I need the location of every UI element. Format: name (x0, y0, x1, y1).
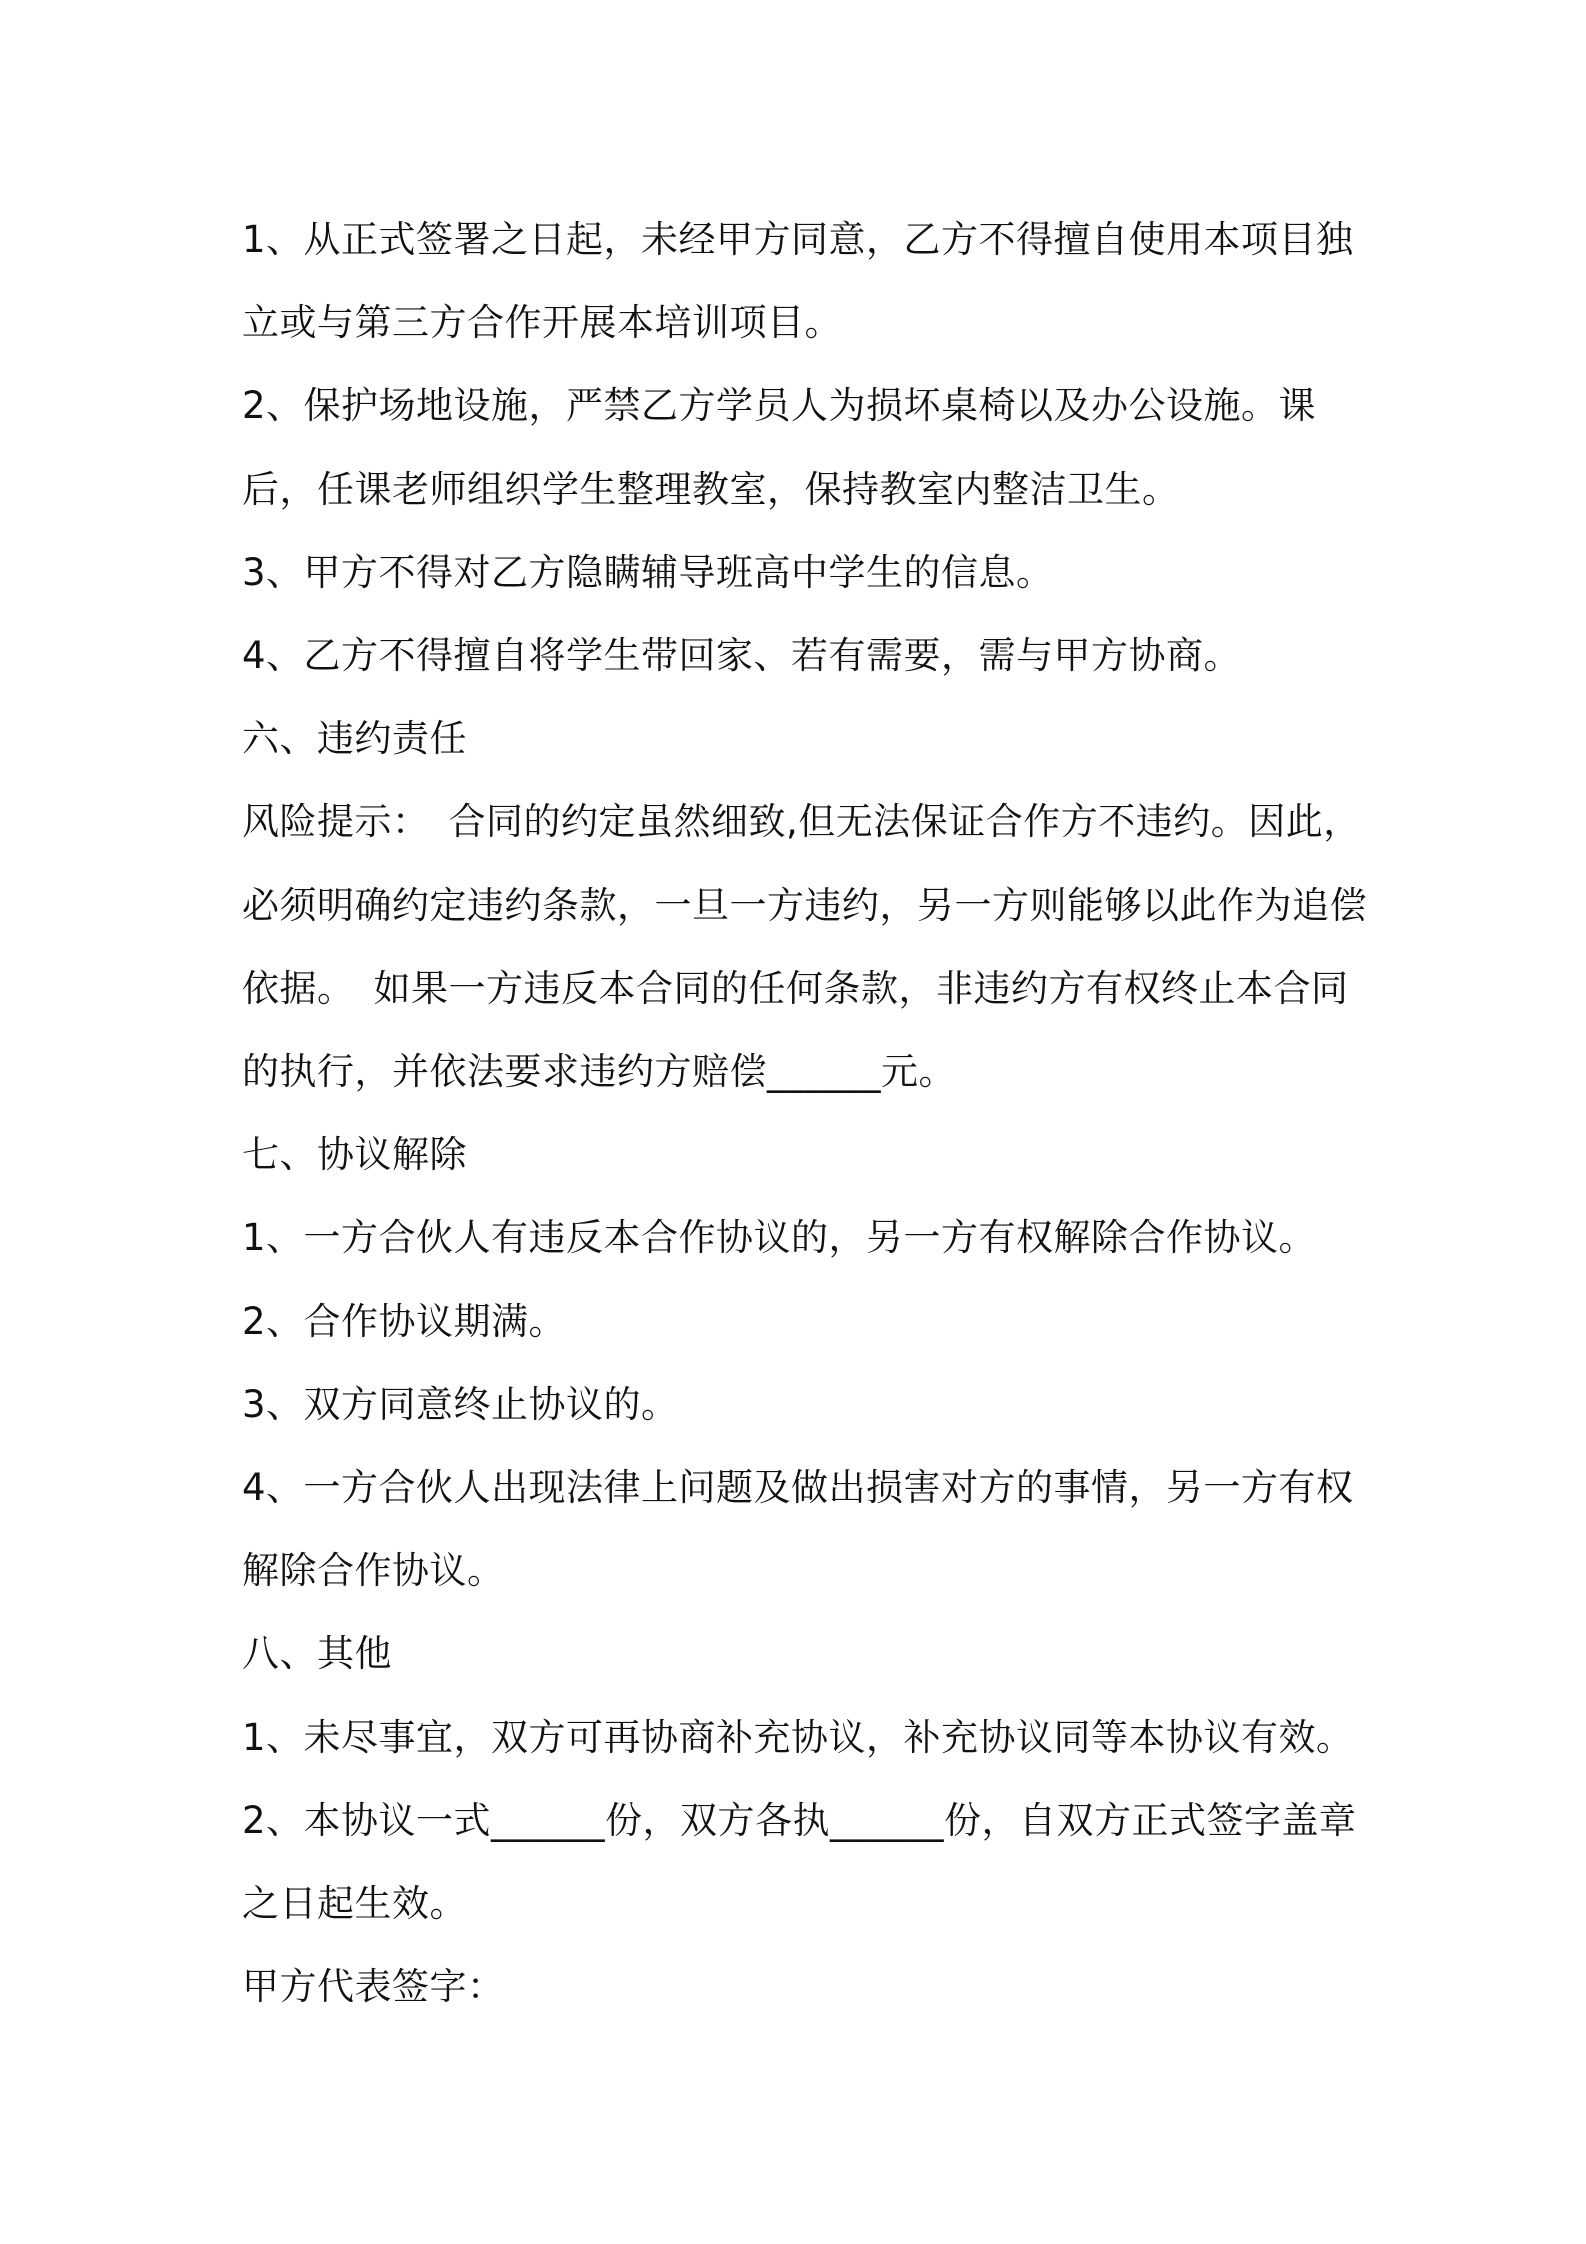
clause-7-2: 2、合作协议期满。 (242, 1299, 567, 1343)
clause-5-3: 3、甲方不得对乙方隐瞒辅导班高中学生的信息。 (242, 550, 1054, 594)
document-body (242, 198, 1382, 2028)
clause-7-4: 4、一方合伙人出现法律上问题及做出损害对方的事情，另一方有权解除合作协议。 (242, 1466, 1354, 1593)
clause-7-1: 1、一方合伙人有违反本合作协议的，另一方有权解除合作协议。 (242, 1216, 1317, 1260)
clause-8-2: 2、本协议一式______份，双方各执______份，自双方正式签字盖章之日起生效。 (242, 1798, 1357, 1926)
clause-5-1: 1、从正式签署之日起，未经甲方同意，乙方不得擅自使用本项目独立或与第三方合作开展本培训项目。 (242, 218, 1354, 345)
section-heading-other: 八、其他 (242, 1632, 392, 1676)
section-heading-breach: 六、违约责任 (242, 717, 467, 761)
clause-8-1: 1、未尽事宜，双方可再协商补充协议，补充协议同等本协议有效。 (242, 1715, 1354, 1759)
section-heading-termination: 七、协议解除 (242, 1133, 467, 1177)
clause-7-3: 3、双方同意终止协议的。 (242, 1382, 679, 1426)
clause-5-2: 2、保护场地设施，严禁乙方学员人为损坏桌椅以及办公设施。课后，任课老师组织学生整理教室，保持教室内整洁卫生。 (242, 384, 1317, 511)
party-a-signature-label: 甲方代表签字： (242, 1965, 505, 2009)
breach-risk-note: 风险提示： 合同的约定虽然细致,但无法保证合作方不违约。因此，必须明确约定违约条款，一旦一方违约，另一方则能够以此作为追偿依据。 如果一方违反本合同的任何条款，非违约方有权终止本合同的执行，并依法要求违约方赔偿______元。 (242, 800, 1367, 1094)
clause-5-4: 4、乙方不得擅自将学生带回家、若有需要，需与甲方协商。 (242, 634, 1242, 678)
